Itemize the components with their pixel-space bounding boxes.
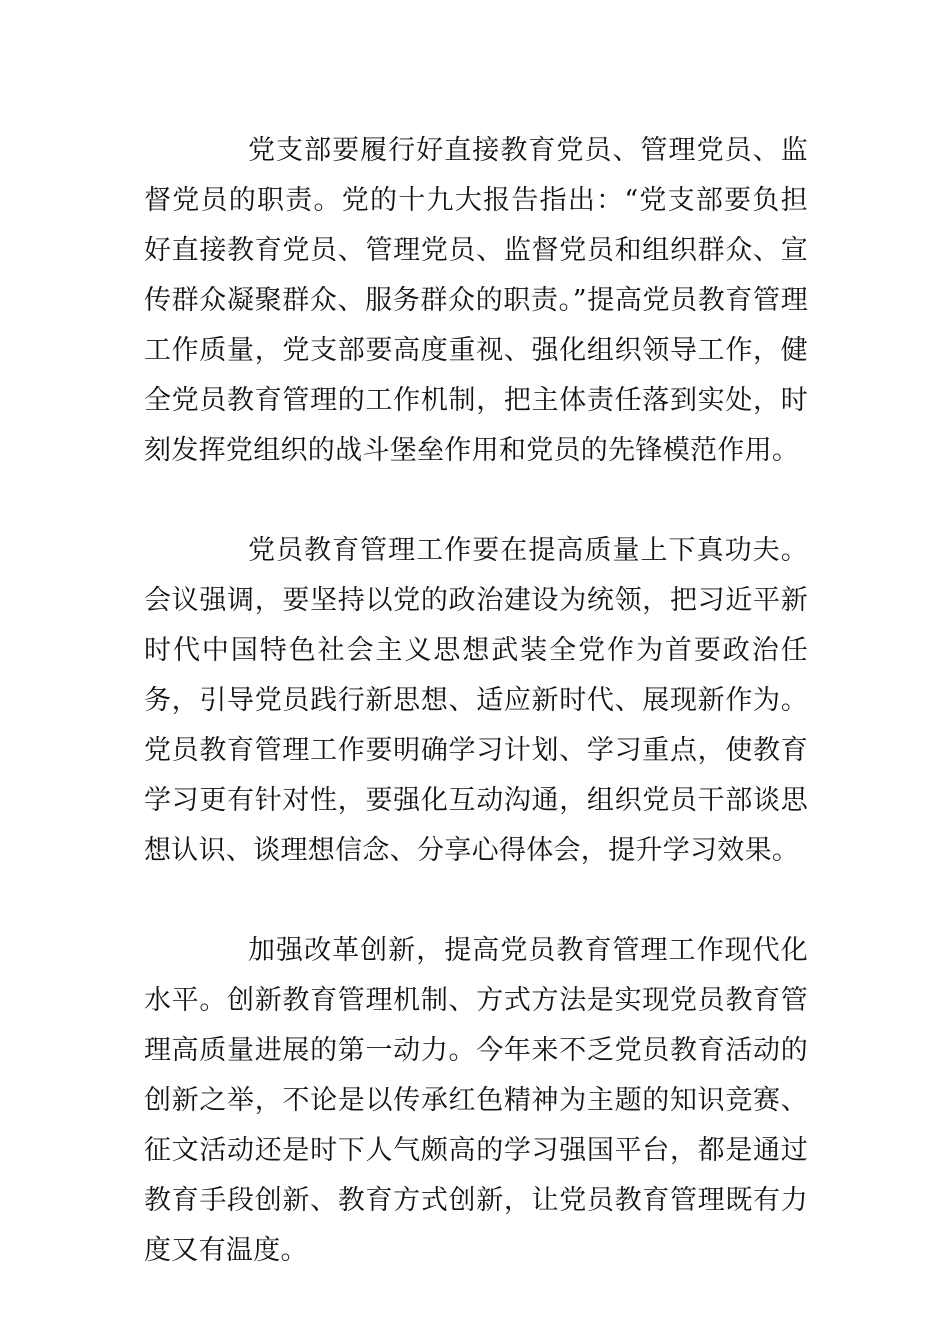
paragraph-2: 党员教育管理工作要在提高质量上下真功夫。会议强调，要坚持以党的政治建设为统领，把习近平新时代中国特色社会主义思想武装全党作为首要政治任务，引导党员践行新思想、适应新时代、展现新作为。党员教育管理工作要明确学习计划、学习重点，使教育学习更有针对性，要强化互动沟通，组织党员干部谈思想认识、谈理想信念、分享心得体会，提升学习效果。 [144, 535, 808, 866]
paragraph-1: 党支部要履行好直接教育党员、管理党员、监督党员的职责。党的十九大报告指出：“党支部要负担好直接教育党员、管理党员、监督党员和组织群众、宣传群众凝聚群众、服务群众的职责。”提高党员教育管理工作质量，党支部要高度重视、强化组织领导工作，健全党员教育管理的工作机制，把主体责任落到实处，时刻发挥党组织的战斗堡垒作用和党员的先锋模范作用。 [144, 135, 808, 466]
document-body [144, 126, 808, 1326]
paragraph-3: 加强改革创新，提高党员教育管理工作现代化水平。创新教育管理机制、方式方法是实现党员教育管理高质量进展的第一动力。今年来不乏党员教育活动的创新之举，不论是以传承红色精神为主题的知识竞赛、征文活动还是时下人气颇高的学习强国平台，都是通过教育手段创新、教育方式创新，让党员教育管理既有力度又有温度。 [144, 935, 808, 1266]
